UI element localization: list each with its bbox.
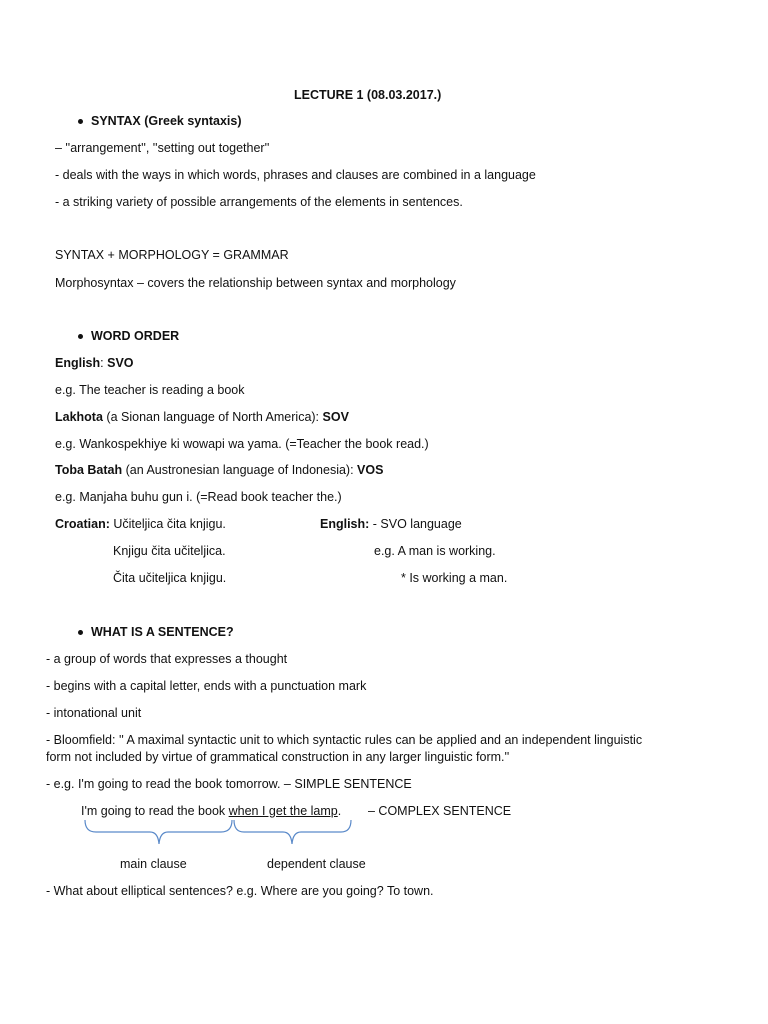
- syntax-line-1: – ''arrangement'', ''setting out together'': [55, 141, 270, 155]
- complex-sentence-line: [81, 803, 341, 819]
- toba-desc: (an Austronesian language of Indonesia):: [122, 463, 358, 477]
- croatian-line: [55, 516, 226, 532]
- english-svo-language-line: [320, 516, 462, 532]
- toba-line: [55, 462, 383, 478]
- croatian-label: Croatian:: [55, 517, 110, 531]
- english-sep: :: [100, 356, 108, 370]
- bloomfield-line-2: form not included by virtue of grammatical construction in any larger linguistic form.'': [46, 750, 510, 764]
- english2-line-1: - SVO language: [369, 517, 462, 531]
- sentence-line-1: - a group of words that expresses a thought: [46, 652, 288, 666]
- morphosyntax-line: Morphosyntax – covers the relationship between syntax and morphology: [55, 276, 456, 290]
- toba-label: Toba Batah: [55, 463, 123, 477]
- english2-line-3: * Is working a man.: [401, 571, 508, 585]
- lakhota-example: e.g. Wankospekhiye ki wowapi wa yama. (=Teacher the book read.): [55, 437, 429, 451]
- toba-value: VOS: [357, 463, 384, 477]
- english2-label: English:: [320, 517, 370, 531]
- english-svo-line: [55, 355, 134, 371]
- complex-main-part: I'm going to read the book: [81, 804, 229, 818]
- croatian-example-2: Knjigu čita učiteljica.: [113, 544, 226, 558]
- bullet-icon: [78, 334, 83, 339]
- dependent-clause-brace-icon: [233, 818, 353, 852]
- english-value: SVO: [107, 356, 134, 370]
- main-clause-brace-icon: [84, 818, 234, 852]
- complex-dependent-part: when I get the lamp: [228, 804, 338, 818]
- english-label: English: [55, 356, 101, 370]
- elliptical-line: - What about elliptical sentences? e.g. Where are you going? To town.: [46, 884, 434, 898]
- english2-line-2: e.g. A man is working.: [374, 544, 496, 558]
- complex-sentence-label: – COMPLEX SENTENCE: [368, 804, 512, 818]
- english-example: e.g. The teacher is reading a book: [55, 383, 245, 397]
- syntax-line-2: - deals with the ways in which words, phrases and clauses are combined in a language: [55, 168, 536, 182]
- sentence-line-3: - intonational unit: [46, 706, 142, 720]
- simple-sentence-line: - e.g. I'm going to read the book tomorrow. – SIMPLE SENTENCE: [46, 777, 412, 791]
- toba-example: e.g. Manjaha buhu gun i. (=Read book teacher the.): [55, 490, 342, 504]
- sentence-line-2: - begins with a capital letter, ends with a punctuation mark: [46, 679, 367, 693]
- main-clause-label: main clause: [120, 857, 187, 871]
- syntax-heading: SYNTAX (Greek syntaxis): [91, 114, 242, 128]
- sentence-heading: WHAT IS A SENTENCE?: [91, 625, 234, 639]
- croatian-example-3: Čita učiteljica knjigu.: [113, 571, 227, 585]
- complex-end-part: .: [337, 804, 342, 818]
- bloomfield-line-1: - Bloomfield: '' A maximal syntactic unit to which syntactic rules can be applied and an independent linguistic: [46, 733, 643, 747]
- lakhota-desc: (a Sionan language of North America):: [102, 410, 323, 424]
- bullet-icon: [78, 119, 83, 124]
- lakhota-label: Lakhota: [55, 410, 103, 424]
- bullet-icon: [78, 630, 83, 635]
- lecture-title: LECTURE 1 (08.03.2017.): [294, 88, 442, 102]
- word-order-heading: WORD ORDER: [91, 329, 180, 343]
- dependent-clause-label: dependent clause: [267, 857, 366, 871]
- croatian-example-1: Učiteljica čita knjigu.: [109, 517, 226, 531]
- lakhota-line: [55, 409, 349, 425]
- lakhota-value: SOV: [322, 410, 349, 424]
- syntax-line-3: - a striking variety of possible arrangements of the elements in sentences.: [55, 195, 463, 209]
- grammar-formula: SYNTAX + MORPHOLOGY = GRAMMAR: [55, 248, 289, 262]
